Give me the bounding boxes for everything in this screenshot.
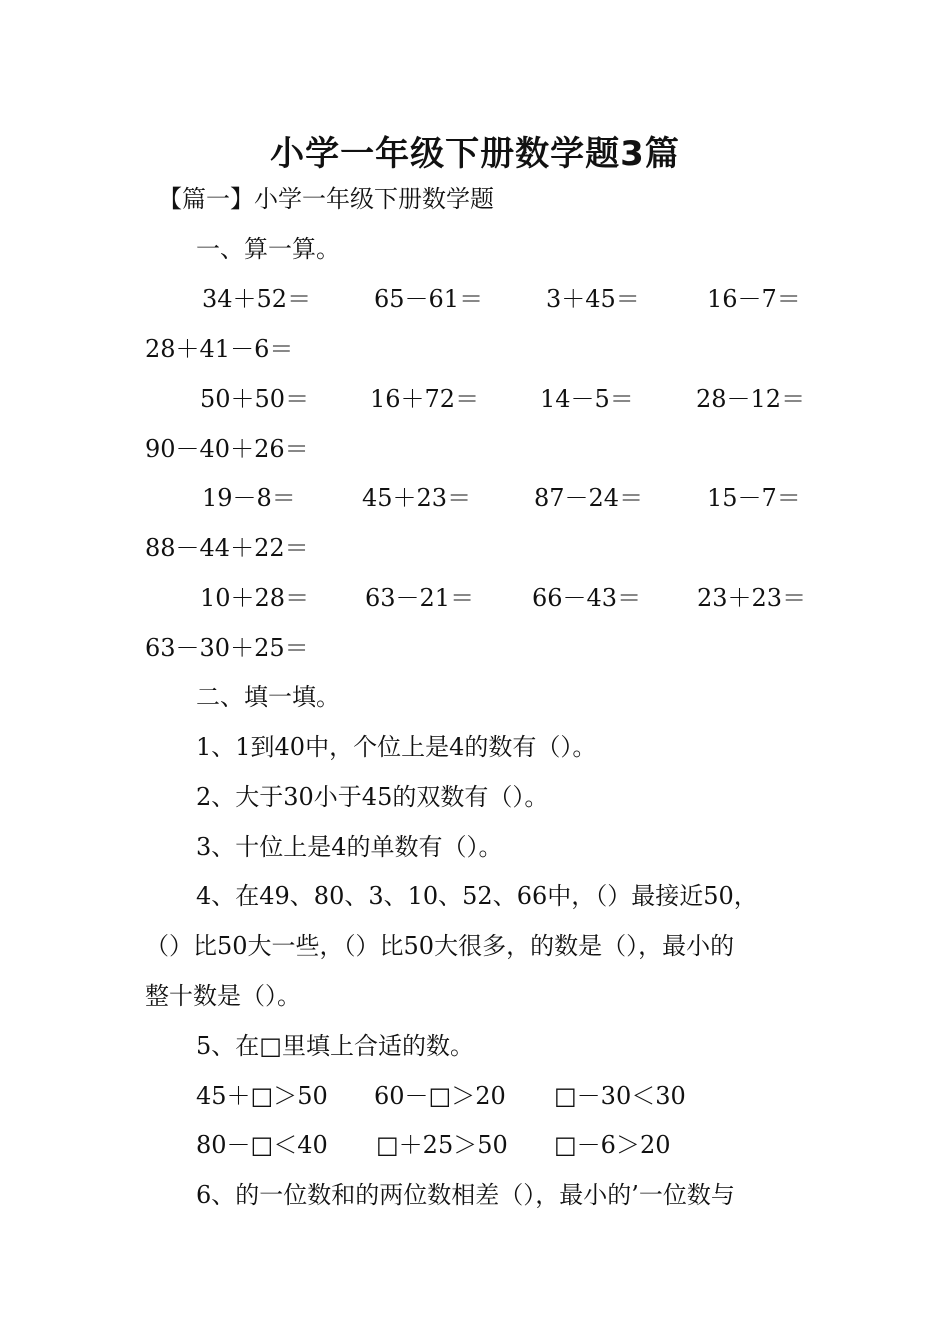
calc-item-wrap: 90－40＋26＝ <box>145 435 309 463</box>
question-6: 6、的一位数和的两位数相差（），最小的’一位数与 <box>196 1181 735 1209</box>
inequality-item: □－30＜30 <box>554 1082 686 1110</box>
inequality-item: 80－□＜40 <box>196 1131 328 1159</box>
calc-item: 23＋23＝ <box>697 584 807 612</box>
question-4-line-3: 整十数是（）。 <box>145 982 301 1010</box>
section2-heading: 二、填一填。 <box>196 683 340 711</box>
calc-item: 28－12＝ <box>696 385 806 413</box>
inequality-item: 45＋□＞50 <box>196 1082 328 1110</box>
calc-item-wrap: 28＋41－6＝ <box>145 335 294 363</box>
calc-item: 66－43＝ <box>532 584 642 612</box>
question-5: 5、在□里填上合适的数。 <box>196 1032 474 1060</box>
calc-item: 14－5＝ <box>540 385 634 413</box>
question-4-line-1: 4、在49、80、3、10、52、66中，（）最接近50， <box>196 882 758 910</box>
calc-item: 16－7＝ <box>707 285 801 313</box>
calc-item: 34＋52＝ <box>202 285 312 313</box>
calc-item: 45＋23＝ <box>362 484 472 512</box>
question-3: 3、十位上是4的单数有（）。 <box>196 833 503 861</box>
inequality-item: 60－□＞20 <box>374 1082 506 1110</box>
calc-item: 15－7＝ <box>707 484 801 512</box>
question-2: 2、大于30小于45的双数有（）。 <box>196 783 549 811</box>
calc-item: 16＋72＝ <box>370 385 480 413</box>
calc-item-wrap: 88－44＋22＝ <box>145 534 309 562</box>
inequality-item: □＋25＞50 <box>376 1131 508 1159</box>
calc-item: 63－21＝ <box>365 584 475 612</box>
calc-item: 19－8＝ <box>202 484 296 512</box>
section-subtitle: 【篇一】小学一年级下册数学题 <box>158 185 494 213</box>
document-title: 小学一年级下册数学题3篇 <box>270 134 680 174</box>
question-1: 1、1到40中，个位上是4的数有（）。 <box>196 733 597 761</box>
calc-item: 50＋50＝ <box>200 385 310 413</box>
question-4-line-2: （）比50大一些，（）比50大很多，的数是（），最小的 <box>145 932 735 960</box>
calc-item: 10＋28＝ <box>200 584 310 612</box>
calc-item: 3＋45＝ <box>546 285 640 313</box>
calc-item: 87－24＝ <box>534 484 644 512</box>
inequality-item: □－6＞20 <box>554 1131 671 1159</box>
calc-item-wrap: 63－30＋25＝ <box>145 634 309 662</box>
section1-heading: 一、算一算。 <box>196 235 340 263</box>
calc-item: 65－61＝ <box>374 285 484 313</box>
